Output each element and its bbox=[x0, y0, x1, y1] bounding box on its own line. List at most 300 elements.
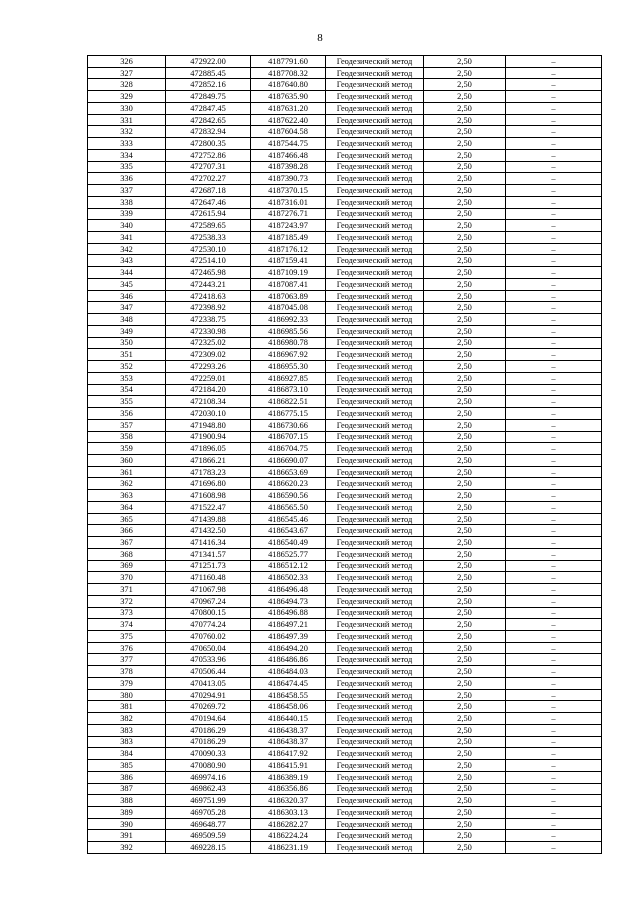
accuracy-cell: 2,50 bbox=[424, 408, 506, 420]
description-cell: – bbox=[506, 783, 602, 795]
description-cell: – bbox=[506, 724, 602, 736]
accuracy-cell: 2,50 bbox=[424, 232, 506, 244]
description-cell: – bbox=[506, 525, 602, 537]
y-coordinate-cell: 4187635.90 bbox=[251, 91, 326, 103]
x-coordinate-cell: 472687.18 bbox=[166, 185, 251, 197]
y-coordinate-cell: 4187063.89 bbox=[251, 290, 326, 302]
description-cell: – bbox=[506, 408, 602, 420]
y-coordinate-cell: 4186389.19 bbox=[251, 771, 326, 783]
y-coordinate-cell: 4186690.07 bbox=[251, 454, 326, 466]
method-cell: Геодезический метод bbox=[326, 537, 424, 549]
method-cell: Геодезический метод bbox=[326, 396, 424, 408]
accuracy-cell: 2,50 bbox=[424, 548, 506, 560]
table-row bbox=[88, 513, 602, 525]
table-row bbox=[88, 255, 602, 267]
method-cell: Геодезический метод bbox=[326, 795, 424, 807]
table-row bbox=[88, 372, 602, 384]
y-coordinate-cell: 4186486.86 bbox=[251, 654, 326, 666]
description-cell: – bbox=[506, 713, 602, 725]
accuracy-cell: 2,50 bbox=[424, 560, 506, 572]
method-cell: Геодезический метод bbox=[326, 278, 424, 290]
method-cell: Геодезический метод bbox=[326, 560, 424, 572]
table-row bbox=[88, 771, 602, 783]
point-number-cell: 361 bbox=[88, 466, 166, 478]
method-cell: Геодезический метод bbox=[326, 807, 424, 819]
x-coordinate-cell: 472538.33 bbox=[166, 232, 251, 244]
accuracy-cell: 2,50 bbox=[424, 513, 506, 525]
method-cell: Геодезический метод bbox=[326, 760, 424, 772]
method-cell: Геодезический метод bbox=[326, 724, 424, 736]
table-row bbox=[88, 701, 602, 713]
x-coordinate-cell: 472259.01 bbox=[166, 372, 251, 384]
accuracy-cell: 2,50 bbox=[424, 818, 506, 830]
table-row bbox=[88, 243, 602, 255]
y-coordinate-cell: 4186985.56 bbox=[251, 325, 326, 337]
point-number-cell: 345 bbox=[88, 278, 166, 290]
method-cell: Геодезический метод bbox=[326, 842, 424, 854]
y-coordinate-cell: 4186494.73 bbox=[251, 595, 326, 607]
y-coordinate-cell: 4186438.37 bbox=[251, 724, 326, 736]
point-number-cell: 388 bbox=[88, 795, 166, 807]
method-cell: Геодезический метод bbox=[326, 302, 424, 314]
method-cell: Геодезический метод bbox=[326, 149, 424, 161]
method-cell: Геодезический метод bbox=[326, 408, 424, 420]
description-cell: – bbox=[506, 760, 602, 772]
description-cell: – bbox=[506, 185, 602, 197]
accuracy-cell: 2,50 bbox=[424, 783, 506, 795]
accuracy-cell: 2,50 bbox=[424, 349, 506, 361]
table-row bbox=[88, 443, 602, 455]
y-coordinate-cell: 4186653.69 bbox=[251, 466, 326, 478]
accuracy-cell: 2,50 bbox=[424, 396, 506, 408]
table-row bbox=[88, 431, 602, 443]
point-number-cell: 392 bbox=[88, 842, 166, 854]
method-cell: Геодезический метод bbox=[326, 783, 424, 795]
x-coordinate-cell: 470080.90 bbox=[166, 760, 251, 772]
y-coordinate-cell: 4186320.37 bbox=[251, 795, 326, 807]
y-coordinate-cell: 4187159.41 bbox=[251, 255, 326, 267]
table-row bbox=[88, 208, 602, 220]
table-row bbox=[88, 384, 602, 396]
x-coordinate-cell: 472108.34 bbox=[166, 396, 251, 408]
description-cell: – bbox=[506, 431, 602, 443]
description-cell: – bbox=[506, 91, 602, 103]
description-cell: – bbox=[506, 255, 602, 267]
x-coordinate-cell: 472885.45 bbox=[166, 67, 251, 79]
table-row bbox=[88, 748, 602, 760]
accuracy-cell: 2,50 bbox=[424, 290, 506, 302]
table-row bbox=[88, 161, 602, 173]
point-number-cell: 368 bbox=[88, 548, 166, 560]
x-coordinate-cell: 471251.73 bbox=[166, 560, 251, 572]
point-number-cell: 369 bbox=[88, 560, 166, 572]
y-coordinate-cell: 4187370.15 bbox=[251, 185, 326, 197]
y-coordinate-cell: 4186707.15 bbox=[251, 431, 326, 443]
x-coordinate-cell: 472030.10 bbox=[166, 408, 251, 420]
accuracy-cell: 2,50 bbox=[424, 795, 506, 807]
accuracy-cell: 2,50 bbox=[424, 466, 506, 478]
x-coordinate-cell: 472852.16 bbox=[166, 79, 251, 91]
x-coordinate-cell: 469648.77 bbox=[166, 818, 251, 830]
table-row bbox=[88, 114, 602, 126]
y-coordinate-cell: 4186704.75 bbox=[251, 443, 326, 455]
point-number-cell: 343 bbox=[88, 255, 166, 267]
accuracy-cell: 2,50 bbox=[424, 572, 506, 584]
description-cell: – bbox=[506, 501, 602, 513]
point-number-cell: 338 bbox=[88, 196, 166, 208]
point-number-cell: 384 bbox=[88, 748, 166, 760]
description-cell: – bbox=[506, 666, 602, 678]
accuracy-cell: 2,50 bbox=[424, 302, 506, 314]
point-number-cell: 391 bbox=[88, 830, 166, 842]
y-coordinate-cell: 4186955.30 bbox=[251, 361, 326, 373]
x-coordinate-cell: 472338.75 bbox=[166, 314, 251, 326]
x-coordinate-cell: 469974.16 bbox=[166, 771, 251, 783]
table-row bbox=[88, 560, 602, 572]
method-cell: Геодезический метод bbox=[326, 361, 424, 373]
point-number-cell: 355 bbox=[88, 396, 166, 408]
y-coordinate-cell: 4187316.01 bbox=[251, 196, 326, 208]
description-cell: – bbox=[506, 267, 602, 279]
y-coordinate-cell: 4186775.15 bbox=[251, 408, 326, 420]
accuracy-cell: 2,50 bbox=[424, 537, 506, 549]
table-row bbox=[88, 830, 602, 842]
table-row bbox=[88, 185, 602, 197]
method-cell: Геодезический метод bbox=[326, 267, 424, 279]
description-cell: – bbox=[506, 466, 602, 478]
description-cell: – bbox=[506, 349, 602, 361]
table-row bbox=[88, 736, 602, 748]
accuracy-cell: 2,50 bbox=[424, 384, 506, 396]
method-cell: Геодезический метод bbox=[326, 290, 424, 302]
point-number-cell: 362 bbox=[88, 478, 166, 490]
accuracy-cell: 2,50 bbox=[424, 325, 506, 337]
description-cell: – bbox=[506, 220, 602, 232]
y-coordinate-cell: 4186303.13 bbox=[251, 807, 326, 819]
description-cell: – bbox=[506, 736, 602, 748]
point-number-cell: 376 bbox=[88, 642, 166, 654]
x-coordinate-cell: 469862.43 bbox=[166, 783, 251, 795]
method-cell: Геодезический метод bbox=[326, 431, 424, 443]
point-number-cell: 370 bbox=[88, 572, 166, 584]
description-cell: – bbox=[506, 419, 602, 431]
description-cell: – bbox=[506, 196, 602, 208]
y-coordinate-cell: 4186565.50 bbox=[251, 501, 326, 513]
point-number-cell: 386 bbox=[88, 771, 166, 783]
accuracy-cell: 2,50 bbox=[424, 361, 506, 373]
description-cell: – bbox=[506, 513, 602, 525]
x-coordinate-cell: 472443.21 bbox=[166, 278, 251, 290]
description-cell: – bbox=[506, 114, 602, 126]
accuracy-cell: 2,50 bbox=[424, 501, 506, 513]
y-coordinate-cell: 4186590.56 bbox=[251, 490, 326, 502]
description-cell: – bbox=[506, 795, 602, 807]
x-coordinate-cell: 472418.63 bbox=[166, 290, 251, 302]
x-coordinate-cell: 472752.86 bbox=[166, 149, 251, 161]
table-row bbox=[88, 337, 602, 349]
table-row bbox=[88, 267, 602, 279]
y-coordinate-cell: 4187466.48 bbox=[251, 149, 326, 161]
x-coordinate-cell: 471948.80 bbox=[166, 419, 251, 431]
table-row bbox=[88, 290, 602, 302]
description-cell: – bbox=[506, 630, 602, 642]
y-coordinate-cell: 4187176.12 bbox=[251, 243, 326, 255]
table-row bbox=[88, 501, 602, 513]
coordinates-table-body bbox=[88, 56, 602, 854]
table-row bbox=[88, 807, 602, 819]
table-row bbox=[88, 584, 602, 596]
method-cell: Геодезический метод bbox=[326, 619, 424, 631]
description-cell: – bbox=[506, 361, 602, 373]
table-row bbox=[88, 654, 602, 666]
method-cell: Геодезический метод bbox=[326, 372, 424, 384]
y-coordinate-cell: 4187631.20 bbox=[251, 102, 326, 114]
y-coordinate-cell: 4186967.92 bbox=[251, 349, 326, 361]
table-row bbox=[88, 642, 602, 654]
accuracy-cell: 2,50 bbox=[424, 478, 506, 490]
accuracy-cell: 2,50 bbox=[424, 278, 506, 290]
description-cell: – bbox=[506, 701, 602, 713]
point-number-cell: 387 bbox=[88, 783, 166, 795]
description-cell: – bbox=[506, 490, 602, 502]
point-number-cell: 365 bbox=[88, 513, 166, 525]
method-cell: Геодезический метод bbox=[326, 114, 424, 126]
description-cell: – bbox=[506, 818, 602, 830]
table-row bbox=[88, 314, 602, 326]
accuracy-cell: 2,50 bbox=[424, 619, 506, 631]
table-row bbox=[88, 572, 602, 584]
x-coordinate-cell: 472465.98 bbox=[166, 267, 251, 279]
table-row bbox=[88, 490, 602, 502]
description-cell: – bbox=[506, 126, 602, 138]
point-number-cell: 346 bbox=[88, 290, 166, 302]
method-cell: Геодезический метод bbox=[326, 102, 424, 114]
method-cell: Геодезический метод bbox=[326, 490, 424, 502]
point-number-cell: 357 bbox=[88, 419, 166, 431]
y-coordinate-cell: 4186496.48 bbox=[251, 584, 326, 596]
accuracy-cell: 2,50 bbox=[424, 126, 506, 138]
accuracy-cell: 2,50 bbox=[424, 196, 506, 208]
point-number-cell: 344 bbox=[88, 267, 166, 279]
point-number-cell: 329 bbox=[88, 91, 166, 103]
point-number-cell: 367 bbox=[88, 537, 166, 549]
y-coordinate-cell: 4187398.28 bbox=[251, 161, 326, 173]
x-coordinate-cell: 472325.02 bbox=[166, 337, 251, 349]
accuracy-cell: 2,50 bbox=[424, 642, 506, 654]
y-coordinate-cell: 4186282.27 bbox=[251, 818, 326, 830]
description-cell: – bbox=[506, 454, 602, 466]
point-number-cell: 339 bbox=[88, 208, 166, 220]
accuracy-cell: 2,50 bbox=[424, 654, 506, 666]
x-coordinate-cell: 471432.50 bbox=[166, 525, 251, 537]
point-number-cell: 354 bbox=[88, 384, 166, 396]
x-coordinate-cell: 472922.00 bbox=[166, 56, 251, 68]
description-cell: – bbox=[506, 337, 602, 349]
x-coordinate-cell: 470194.64 bbox=[166, 713, 251, 725]
table-row bbox=[88, 783, 602, 795]
x-coordinate-cell: 472702.27 bbox=[166, 173, 251, 185]
method-cell: Геодезический метод bbox=[326, 713, 424, 725]
x-coordinate-cell: 470760.02 bbox=[166, 630, 251, 642]
y-coordinate-cell: 4187185.49 bbox=[251, 232, 326, 244]
table-row bbox=[88, 525, 602, 537]
y-coordinate-cell: 4186484.03 bbox=[251, 666, 326, 678]
accuracy-cell: 2,50 bbox=[424, 525, 506, 537]
method-cell: Геодезический метод bbox=[326, 255, 424, 267]
x-coordinate-cell: 470533.96 bbox=[166, 654, 251, 666]
point-number-cell: 332 bbox=[88, 126, 166, 138]
point-number-cell: 331 bbox=[88, 114, 166, 126]
y-coordinate-cell: 4187243.97 bbox=[251, 220, 326, 232]
method-cell: Геодезический метод bbox=[326, 208, 424, 220]
description-cell: – bbox=[506, 290, 602, 302]
x-coordinate-cell: 470650.04 bbox=[166, 642, 251, 654]
point-number-cell: 330 bbox=[88, 102, 166, 114]
table-row bbox=[88, 361, 602, 373]
y-coordinate-cell: 4186224.24 bbox=[251, 830, 326, 842]
point-number-cell: 351 bbox=[88, 349, 166, 361]
method-cell: Геодезический метод bbox=[326, 384, 424, 396]
method-cell: Геодезический метод bbox=[326, 220, 424, 232]
accuracy-cell: 2,50 bbox=[424, 431, 506, 443]
method-cell: Геодезический метод bbox=[326, 138, 424, 150]
x-coordinate-cell: 470506.44 bbox=[166, 666, 251, 678]
x-coordinate-cell: 470186.29 bbox=[166, 724, 251, 736]
y-coordinate-cell: 4186992.33 bbox=[251, 314, 326, 326]
accuracy-cell: 2,50 bbox=[424, 842, 506, 854]
table-row bbox=[88, 396, 602, 408]
method-cell: Геодезический метод bbox=[326, 701, 424, 713]
point-number-cell: 356 bbox=[88, 408, 166, 420]
table-row bbox=[88, 196, 602, 208]
x-coordinate-cell: 471416.34 bbox=[166, 537, 251, 549]
accuracy-cell: 2,50 bbox=[424, 185, 506, 197]
point-number-cell: 358 bbox=[88, 431, 166, 443]
method-cell: Геодезический метод bbox=[326, 525, 424, 537]
y-coordinate-cell: 4186873.10 bbox=[251, 384, 326, 396]
table-row bbox=[88, 454, 602, 466]
x-coordinate-cell: 471608.98 bbox=[166, 490, 251, 502]
method-cell: Геодезический метод bbox=[326, 443, 424, 455]
table-row bbox=[88, 630, 602, 642]
x-coordinate-cell: 470269.72 bbox=[166, 701, 251, 713]
accuracy-cell: 2,50 bbox=[424, 91, 506, 103]
y-coordinate-cell: 4187791.60 bbox=[251, 56, 326, 68]
description-cell: – bbox=[506, 325, 602, 337]
point-number-cell: 385 bbox=[88, 760, 166, 772]
point-number-cell: 381 bbox=[88, 701, 166, 713]
y-coordinate-cell: 4187622.40 bbox=[251, 114, 326, 126]
point-number-cell: 333 bbox=[88, 138, 166, 150]
x-coordinate-cell: 469751.99 bbox=[166, 795, 251, 807]
accuracy-cell: 2,50 bbox=[424, 713, 506, 725]
point-number-cell: 350 bbox=[88, 337, 166, 349]
table-row bbox=[88, 760, 602, 772]
table-row bbox=[88, 724, 602, 736]
y-coordinate-cell: 4186496.88 bbox=[251, 607, 326, 619]
description-cell: – bbox=[506, 372, 602, 384]
x-coordinate-cell: 472842.65 bbox=[166, 114, 251, 126]
y-coordinate-cell: 4186497.21 bbox=[251, 619, 326, 631]
method-cell: Геодезический метод bbox=[326, 243, 424, 255]
description-cell: – bbox=[506, 314, 602, 326]
description-cell: – bbox=[506, 161, 602, 173]
table-row bbox=[88, 818, 602, 830]
x-coordinate-cell: 472615.94 bbox=[166, 208, 251, 220]
method-cell: Геодезический метод bbox=[326, 91, 424, 103]
x-coordinate-cell: 471439.88 bbox=[166, 513, 251, 525]
method-cell: Геодезический метод bbox=[326, 642, 424, 654]
point-number-cell: 380 bbox=[88, 689, 166, 701]
point-number-cell: 326 bbox=[88, 56, 166, 68]
table-row bbox=[88, 677, 602, 689]
point-number-cell: 342 bbox=[88, 243, 166, 255]
point-number-cell: 374 bbox=[88, 619, 166, 631]
accuracy-cell: 2,50 bbox=[424, 677, 506, 689]
x-coordinate-cell: 470090.33 bbox=[166, 748, 251, 760]
description-cell: – bbox=[506, 102, 602, 114]
description-cell: – bbox=[506, 278, 602, 290]
description-cell: – bbox=[506, 138, 602, 150]
table-row bbox=[88, 220, 602, 232]
x-coordinate-cell: 472707.31 bbox=[166, 161, 251, 173]
description-cell: – bbox=[506, 677, 602, 689]
description-cell: – bbox=[506, 584, 602, 596]
point-number-cell: 377 bbox=[88, 654, 166, 666]
x-coordinate-cell: 471160.48 bbox=[166, 572, 251, 584]
point-number-cell: 359 bbox=[88, 443, 166, 455]
y-coordinate-cell: 4186438.37 bbox=[251, 736, 326, 748]
accuracy-cell: 2,50 bbox=[424, 243, 506, 255]
accuracy-cell: 2,50 bbox=[424, 220, 506, 232]
accuracy-cell: 2,50 bbox=[424, 314, 506, 326]
point-number-cell: 349 bbox=[88, 325, 166, 337]
method-cell: Геодезический метод bbox=[326, 67, 424, 79]
accuracy-cell: 2,50 bbox=[424, 161, 506, 173]
x-coordinate-cell: 471896.05 bbox=[166, 443, 251, 455]
description-cell: – bbox=[506, 619, 602, 631]
description-cell: – bbox=[506, 748, 602, 760]
point-number-cell: 336 bbox=[88, 173, 166, 185]
table-row bbox=[88, 478, 602, 490]
y-coordinate-cell: 4187640.80 bbox=[251, 79, 326, 91]
method-cell: Геодезический метод bbox=[326, 748, 424, 760]
y-coordinate-cell: 4186474.45 bbox=[251, 677, 326, 689]
x-coordinate-cell: 469228.15 bbox=[166, 842, 251, 854]
point-number-cell: 372 bbox=[88, 595, 166, 607]
point-number-cell: 348 bbox=[88, 314, 166, 326]
x-coordinate-cell: 471866.21 bbox=[166, 454, 251, 466]
point-number-cell: 360 bbox=[88, 454, 166, 466]
method-cell: Геодезический метод bbox=[326, 232, 424, 244]
point-number-cell: 383 bbox=[88, 724, 166, 736]
method-cell: Геодезический метод bbox=[326, 325, 424, 337]
description-cell: – bbox=[506, 79, 602, 91]
accuracy-cell: 2,50 bbox=[424, 149, 506, 161]
point-number-cell: 363 bbox=[88, 490, 166, 502]
method-cell: Геодезический метод bbox=[326, 196, 424, 208]
x-coordinate-cell: 470800.15 bbox=[166, 607, 251, 619]
x-coordinate-cell: 470774.24 bbox=[166, 619, 251, 631]
accuracy-cell: 2,50 bbox=[424, 372, 506, 384]
x-coordinate-cell: 472589.65 bbox=[166, 220, 251, 232]
method-cell: Геодезический метод bbox=[326, 79, 424, 91]
x-coordinate-cell: 470294.91 bbox=[166, 689, 251, 701]
point-number-cell: 373 bbox=[88, 607, 166, 619]
x-coordinate-cell: 472849.75 bbox=[166, 91, 251, 103]
accuracy-cell: 2,50 bbox=[424, 807, 506, 819]
method-cell: Геодезический метод bbox=[326, 501, 424, 513]
